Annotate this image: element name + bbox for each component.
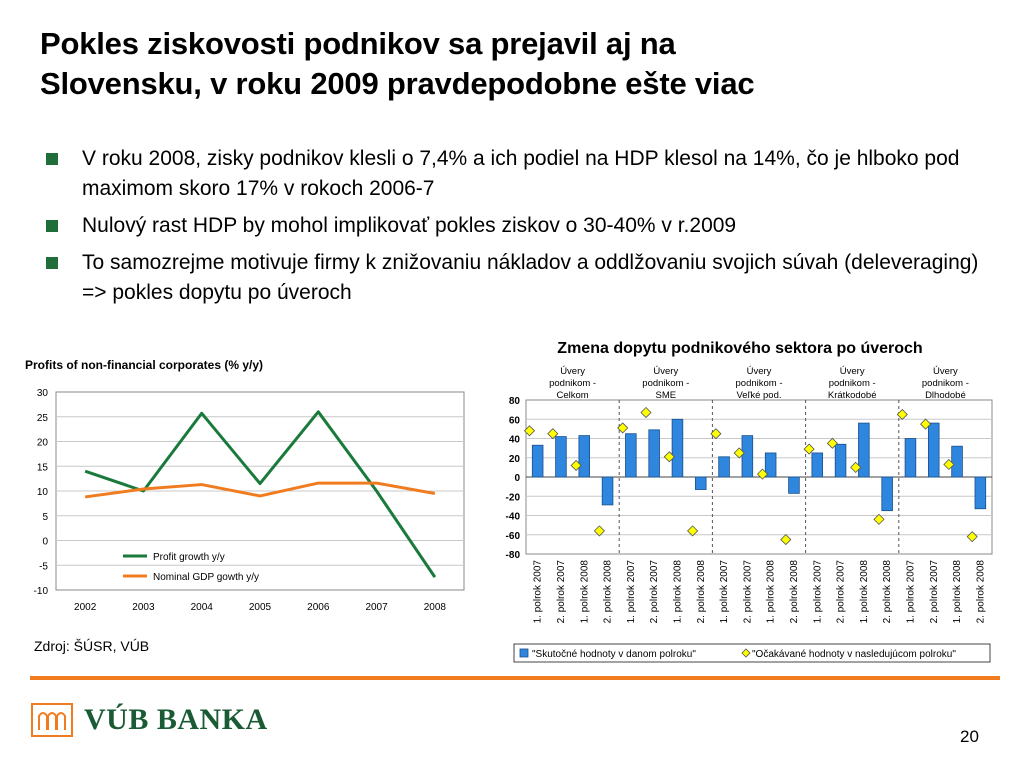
x-tick-label: 2003 (132, 602, 155, 613)
x-tick-label: 1. polrok 2007 (532, 560, 544, 624)
bar (928, 423, 939, 477)
y-tick-label: 40 (508, 434, 520, 446)
bar (579, 436, 590, 477)
logo-wordmark: VÚB BANKA (84, 703, 268, 736)
x-tick-label: 1. polrok 2008 (858, 560, 870, 624)
y-tick-label: 5 (42, 511, 48, 523)
bullet-text: Nulový rast HDP by mohol implikovať pokles ziskov o 30-40% v r.2009 (82, 214, 737, 237)
group-label-line: Dlhodobé (925, 390, 966, 401)
x-tick-label: 2. polrok 2007 (649, 560, 661, 624)
x-tick-label: 2. polrok 2007 (555, 560, 567, 624)
square-bullet-icon (46, 220, 58, 232)
bar (742, 436, 753, 477)
title-line-2: Slovensku, v roku 2009 pravdepodobne ešte viac (40, 66, 755, 101)
bullet-text: V roku 2008, zisky podnikov klesli o 7,4% a ich podiel na HDP klesol na 14%, čo je hlboko pod maximom skoro 17% v rokoch 2006-7 (82, 147, 960, 200)
x-tick-label: 2008 (423, 602, 446, 613)
group-label-line: Krátkodobé (827, 390, 877, 401)
x-tick-label: 2002 (74, 602, 97, 613)
x-tick-label: 1. polrok 2008 (765, 560, 777, 624)
group-label-line: Úvery (932, 366, 958, 377)
group-label-line: podnikom - (735, 378, 783, 389)
y-tick-label: 25 (36, 412, 48, 424)
group-label-line: podnikom - (828, 378, 876, 389)
x-tick-label: 2. polrok 2008 (695, 560, 707, 624)
group-label-line: Úvery (746, 366, 772, 377)
footer-rule (30, 676, 1000, 680)
bullet-text: To samozrejme motivuje firmy k znižovaniu nákladov a oddlžovaniu svojich súvah (deleveraging) => pokles dopytu po úveroch (82, 251, 979, 304)
bullet-list (46, 144, 996, 315)
legend-label: "Skutočné hodnoty v danom polroku" (532, 649, 696, 660)
y-tick-label: 0 (514, 473, 520, 484)
bar (812, 453, 823, 477)
bar (952, 446, 963, 477)
group-label-line: podnikom - (642, 378, 690, 389)
group-label-line: Úvery (560, 366, 586, 377)
y-tick-label: 15 (36, 462, 48, 474)
group-label-line: Úvery (653, 366, 679, 377)
bar (532, 445, 543, 477)
group-label-line: podnikom - (549, 378, 597, 389)
legend-label: Nominal GDP gowth y/y (153, 572, 259, 583)
square-bullet-icon (46, 257, 58, 269)
y-tick-label: -40 (505, 511, 520, 523)
legend-swatch (520, 649, 528, 657)
x-tick-label: 2004 (190, 602, 213, 613)
x-tick-label: 2. polrok 2007 (928, 560, 940, 624)
x-tick-label: 2. polrok 2007 (742, 560, 754, 624)
page-number: 20 (960, 727, 979, 746)
x-tick-label: 2005 (248, 602, 272, 613)
bar (649, 430, 660, 477)
x-tick-label: 1. polrok 2007 (625, 560, 637, 624)
bar (695, 477, 706, 490)
bullet-item (46, 211, 996, 241)
bar (602, 477, 613, 505)
bar (719, 457, 730, 477)
slide-title (40, 24, 1000, 104)
y-tick-label: 80 (508, 396, 520, 407)
y-tick-label: 20 (508, 453, 520, 465)
x-tick-label: 1. polrok 2008 (672, 560, 684, 624)
y-tick-label: 30 (36, 388, 48, 399)
title-line-1: Pokles ziskovosti podnikov sa prejavil aj na (40, 26, 676, 61)
x-tick-label: 1. polrok 2008 (579, 560, 591, 624)
bar (789, 477, 800, 493)
profits-line-chart (20, 378, 470, 618)
y-tick-label: -20 (505, 492, 520, 504)
x-tick-label: 2. polrok 2008 (602, 560, 614, 624)
square-bullet-icon (46, 153, 58, 165)
y-tick-label: 10 (36, 487, 48, 498)
x-tick-label: 2007 (365, 602, 388, 613)
right-chart-title: Zmena dopytu podnikového sektora po úveroch (557, 340, 923, 357)
x-tick-label: 1. polrok 2007 (719, 560, 731, 624)
y-tick-label: 60 (508, 415, 520, 427)
x-tick-label: 2. polrok 2008 (882, 560, 894, 624)
source-note: Zdroj: ŠÚSR, VÚB (34, 638, 150, 654)
left-chart-title: Profits of non-financial corporates (% y/y) (25, 358, 264, 372)
y-tick-label: 20 (36, 437, 48, 449)
x-tick-label: 2006 (307, 602, 330, 613)
bar (882, 477, 893, 511)
group-label-line: Úvery (839, 366, 865, 377)
legend-label: Profit growth y/y (153, 552, 225, 563)
bullet-item (46, 248, 996, 308)
legend-label: "Očakávané hodnoty v nasledujúcom polroku" (752, 649, 956, 660)
x-tick-label: 2. polrok 2007 (835, 560, 847, 624)
bank-logo-icon (30, 700, 74, 740)
bar (905, 439, 916, 478)
x-tick-label: 2. polrok 2008 (788, 560, 800, 624)
group-label-line: Veľké pod. (736, 390, 782, 401)
bar (556, 437, 567, 477)
bar (835, 444, 846, 477)
group-label-line: SME (655, 390, 677, 401)
y-tick-label: -80 (505, 550, 520, 561)
y-tick-label: 0 (42, 536, 48, 548)
y-tick-label: -10 (33, 586, 48, 597)
x-tick-label: 1. polrok 2007 (905, 560, 917, 624)
group-label-line: Celkom (556, 390, 589, 401)
group-label-line: podnikom - (921, 378, 969, 389)
bar (975, 477, 986, 509)
bullet-item (46, 144, 996, 204)
bar (858, 423, 869, 477)
x-tick-label: 1. polrok 2008 (952, 560, 964, 624)
bar (672, 419, 683, 477)
y-tick-label: -5 (39, 561, 48, 573)
x-tick-label: 1. polrok 2007 (812, 560, 824, 624)
bar (625, 434, 636, 477)
x-tick-label: 2. polrok 2008 (975, 560, 987, 624)
loan-demand-bar-chart (480, 362, 1000, 672)
y-tick-label: -60 (505, 530, 520, 542)
